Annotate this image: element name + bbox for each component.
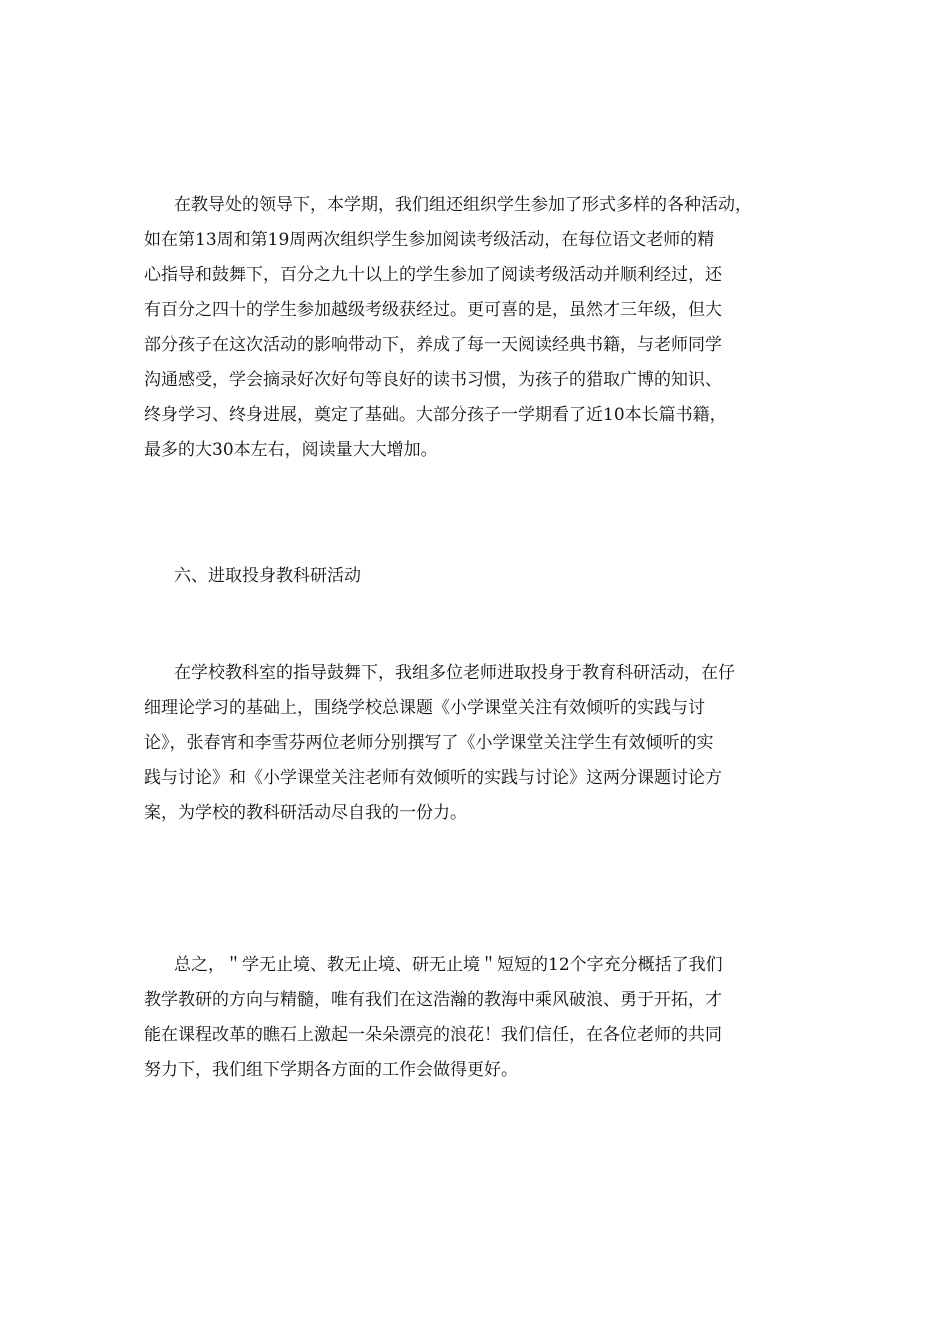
paragraph-line: 有百分之四十的学生参加越级考级获经过。更可喜的是，虽然才三年级，但大 [144, 300, 722, 320]
paragraph-line: 能在课程改革的瞧石上激起一朵朵漂亮的浪花！我们信任，在各位老师的共同 [144, 1025, 722, 1045]
paragraph-line: 最多的大30本左右，阅读量大大增加。 [144, 440, 438, 460]
paragraph-line: 如在第13周和第19周两次组织学生参加阅读考级活动，在每位语文老师的精 [144, 230, 715, 250]
section-heading-text: 六、进取投身教科研活动 [174, 566, 361, 586]
paragraph-line: 在教导处的领导下，本学期，我们组还组织学生参加了形式多样的各种活动， [174, 195, 752, 215]
paragraph-line: 践与讨论》和《小学课堂关注老师有效倾听的实践与讨论》这两分课题讨论方 [144, 768, 722, 788]
paragraph-line: 沟通感受，学会摘录好次好句等良好的读书习惯，为孩子的猎取广博的知识、 [144, 370, 722, 390]
paragraph-line: 总之，＂学无止境、教无止境、研无止境＂短短的12个字充分概括了我们 [174, 955, 723, 975]
paragraph-line: 教学教研的方向与精髓，唯有我们在这浩瀚的教海中乘风破浪、勇于开拓，才 [144, 990, 722, 1010]
paragraph-summary [144, 948, 814, 1088]
paragraph-line: 努力下，我们组下学期各方面的工作会做得更好。 [144, 1060, 518, 1080]
section-heading [144, 559, 814, 594]
paragraph-line: 在学校教科室的指导鼓舞下，我组多位老师进取投身于教育科研活动，在仔 [174, 663, 735, 683]
paragraph-line: 心指导和鼓舞下，百分之九十以上的学生参加了阅读考级活动并顺利经过，还 [144, 265, 722, 285]
paragraph-line: 案，为学校的教科研活动尽自我的一份力。 [144, 803, 467, 823]
paragraph-line: 论》，张春宵和李雪芬两位老师分别撰写了《小学课堂关注学生有效倾听的实 [144, 733, 714, 753]
paragraph-line: 终身学习、终身进展，奠定了基础。大部分孩子一学期看了近10本长篇书籍， [144, 405, 727, 425]
paragraph-line: 部分孩子在这次活动的影响带动下，养成了每一天阅读经典书籍，与老师同学 [144, 335, 722, 355]
paragraph-line: 细理论学习的基础上，围绕学校总课题《小学课堂关注有效倾听的实践与讨 [144, 698, 705, 718]
paragraph-activities [144, 188, 814, 468]
paragraph-research [144, 656, 814, 831]
